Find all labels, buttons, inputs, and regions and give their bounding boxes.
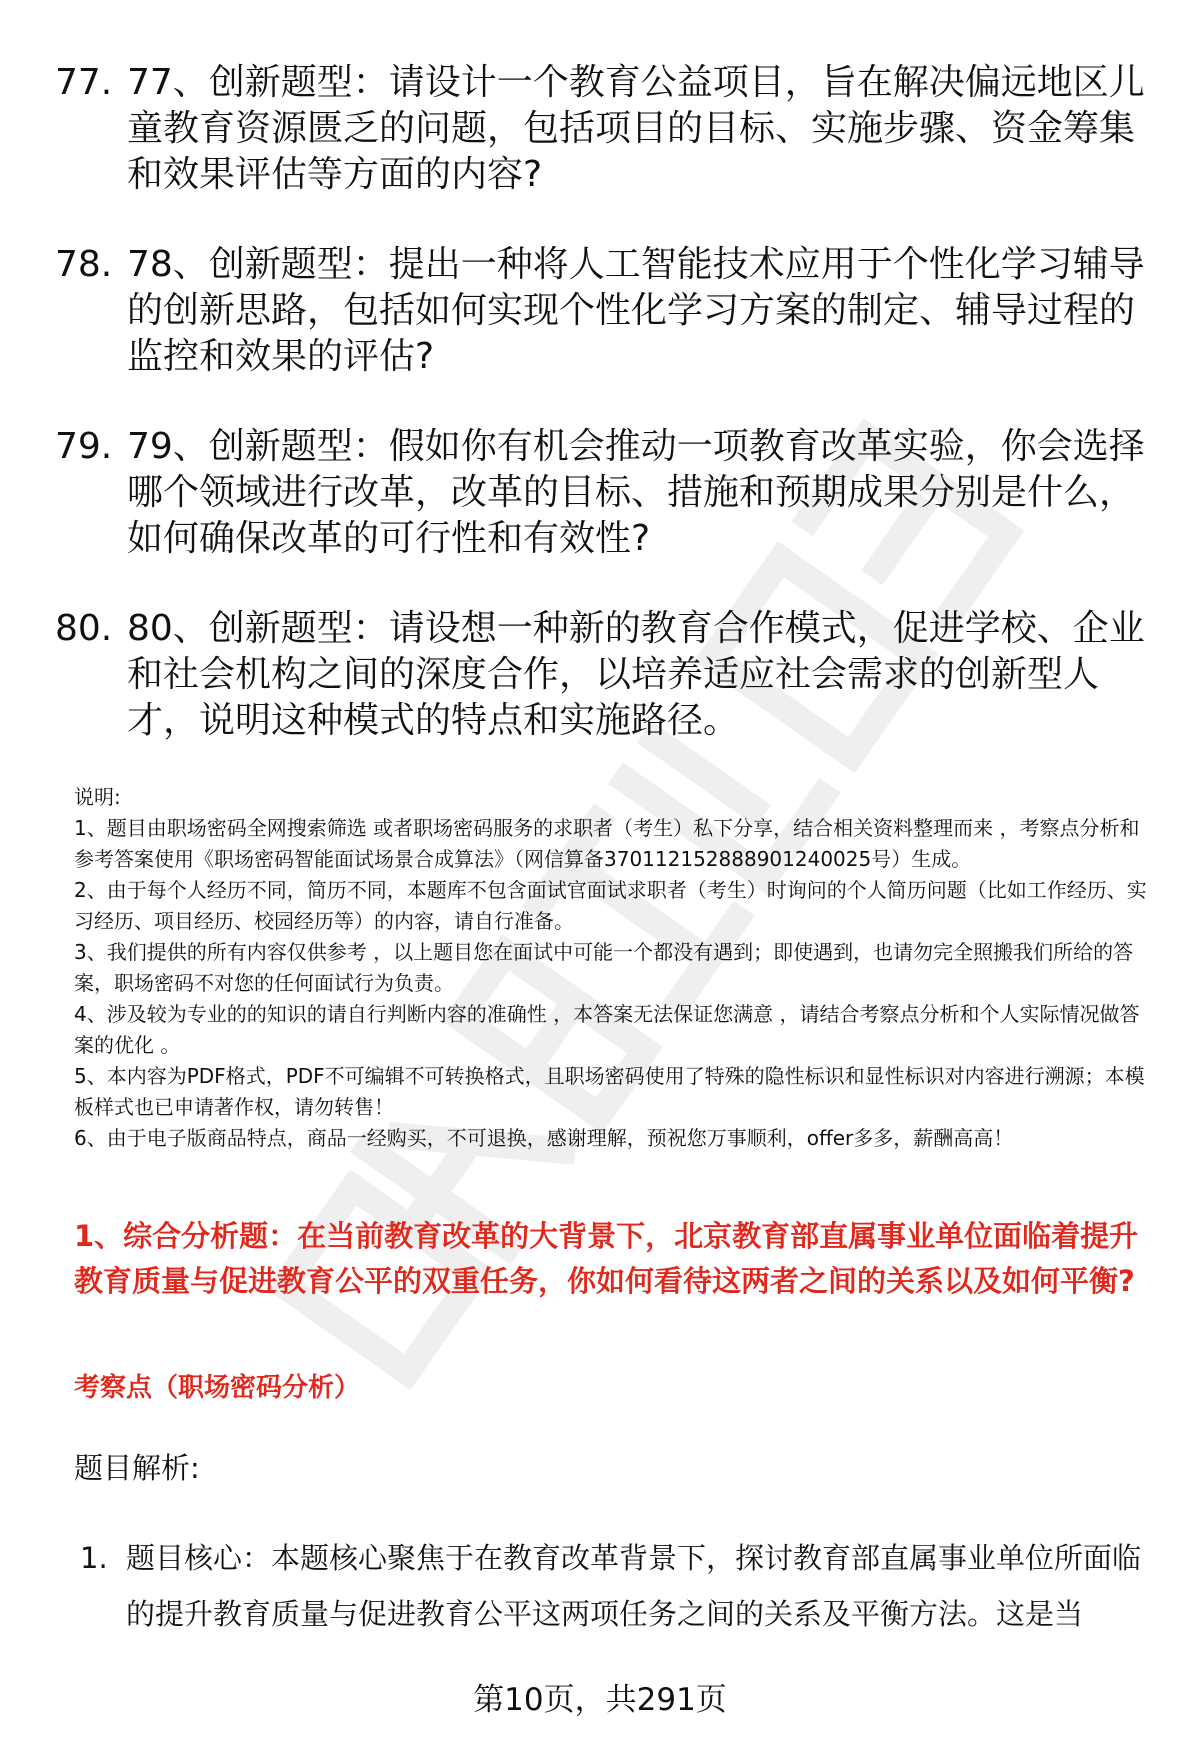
- question-number: 78.: [55, 244, 113, 285]
- exam-point-heading: 考察点（职场密码分析）: [74, 1373, 361, 1403]
- question-text: 77、创新题型：请设计一个教育公益项目，旨在解决偏远地区儿童教育资源匮乏的问题，包括项目的目标、实施步骤、资金筹集和效果评估等方面的内容?: [127, 62, 1145, 195]
- note-item: 5、本内容为PDF格式，PDF不可编辑不可转换格式，且职场密码使用了特殊的隐性标识和显性标识对内容进行溯源；本模板样式也已申请著作权，请勿转售！: [74, 1064, 1145, 1119]
- page-number-footer: 第10页，共291页: [473, 1682, 727, 1718]
- note-item: 3、我们提供的所有内容仅供参考 ，以上题目您在面试中可能一个都没有遇到；即使遇到，也请勿完全照搬我们所给的答案，职场密码不对您的任何面试行为负责。: [74, 940, 1134, 995]
- question-text: 78、创新题型：提出一种将人工智能技术应用于个性化学习辅导的创新思路，包括如何实现个性化学习方案的制定、辅导过程的监控和效果的评估?: [127, 244, 1145, 377]
- analysis-question-title: 1、综合分析题：在当前教育改革的大背景下，北京教育部直属事业单位面临着提升教育质量与促进教育公平的双重任务，你如何看待这两者之间的关系以及如何平衡?: [74, 1219, 1139, 1298]
- core-point-item: [80, 1530, 1156, 1642]
- question-item: [55, 424, 1155, 562]
- question-number: 77.: [55, 62, 113, 103]
- notes-block: [74, 782, 1156, 1154]
- notes-title: 说明:: [74, 785, 121, 809]
- question-number: 80.: [55, 608, 113, 649]
- question-list: [55, 60, 1155, 788]
- note-item: 4、涉及较为专业的的知识的请自行判断内容的准确性 ，本答案无法保证您满意 ，请结合考察点分析和个人实际情况做答案的优化 。: [74, 1002, 1140, 1057]
- note-item: 6、由于电子版商品特点，商品一经购买，不可退换，感谢理解，预祝您万事顺利，offer多多，薪酬高高！: [74, 1126, 1014, 1150]
- question-text: 80、创新题型：请设想一种新的教育合作模式，促进学校、企业和社会机构之间的深度合作，以培养适应社会需求的创新型人才，说明这种模式的特点和实施路径。: [127, 608, 1145, 741]
- question-item: [55, 242, 1155, 380]
- question-item: [55, 606, 1155, 744]
- question-item: [55, 60, 1155, 198]
- analysis-heading: 题目解析:: [74, 1451, 200, 1485]
- question-number: 79.: [55, 426, 113, 467]
- note-item: 1、题目由职场密码全网搜索筛选 或者职场密码服务的求职者（考生）私下分享，结合相关资料整理而来 ，考察点分析和参考答案使用《职场密码智能面试场景合成算法》（网信算备370112152888901240025号）生成。: [74, 816, 1140, 871]
- core-point-text: 题目核心：本题核心聚焦于在教育改革背景下，探讨教育部直属事业单位所面临的提升教育质量与促进教育公平这两项任务之间的关系及平衡方法。这是当: [126, 1541, 1142, 1631]
- question-text: 79、创新题型：假如你有机会推动一项教育改革实验，你会选择哪个领域进行改革，改革的目标、措施和预期成果分别是什么，如何确保改革的可行性和有效性?: [127, 426, 1145, 559]
- note-item: 2、由于每个人经历不同，简历不同，本题库不包含面试官面试求职者（考生）时询问的个人简历问题（比如工作经历、实习经历、项目经历、校园经历等）的内容，请自行准备。: [74, 878, 1147, 933]
- core-point-number: 1.: [80, 1541, 108, 1575]
